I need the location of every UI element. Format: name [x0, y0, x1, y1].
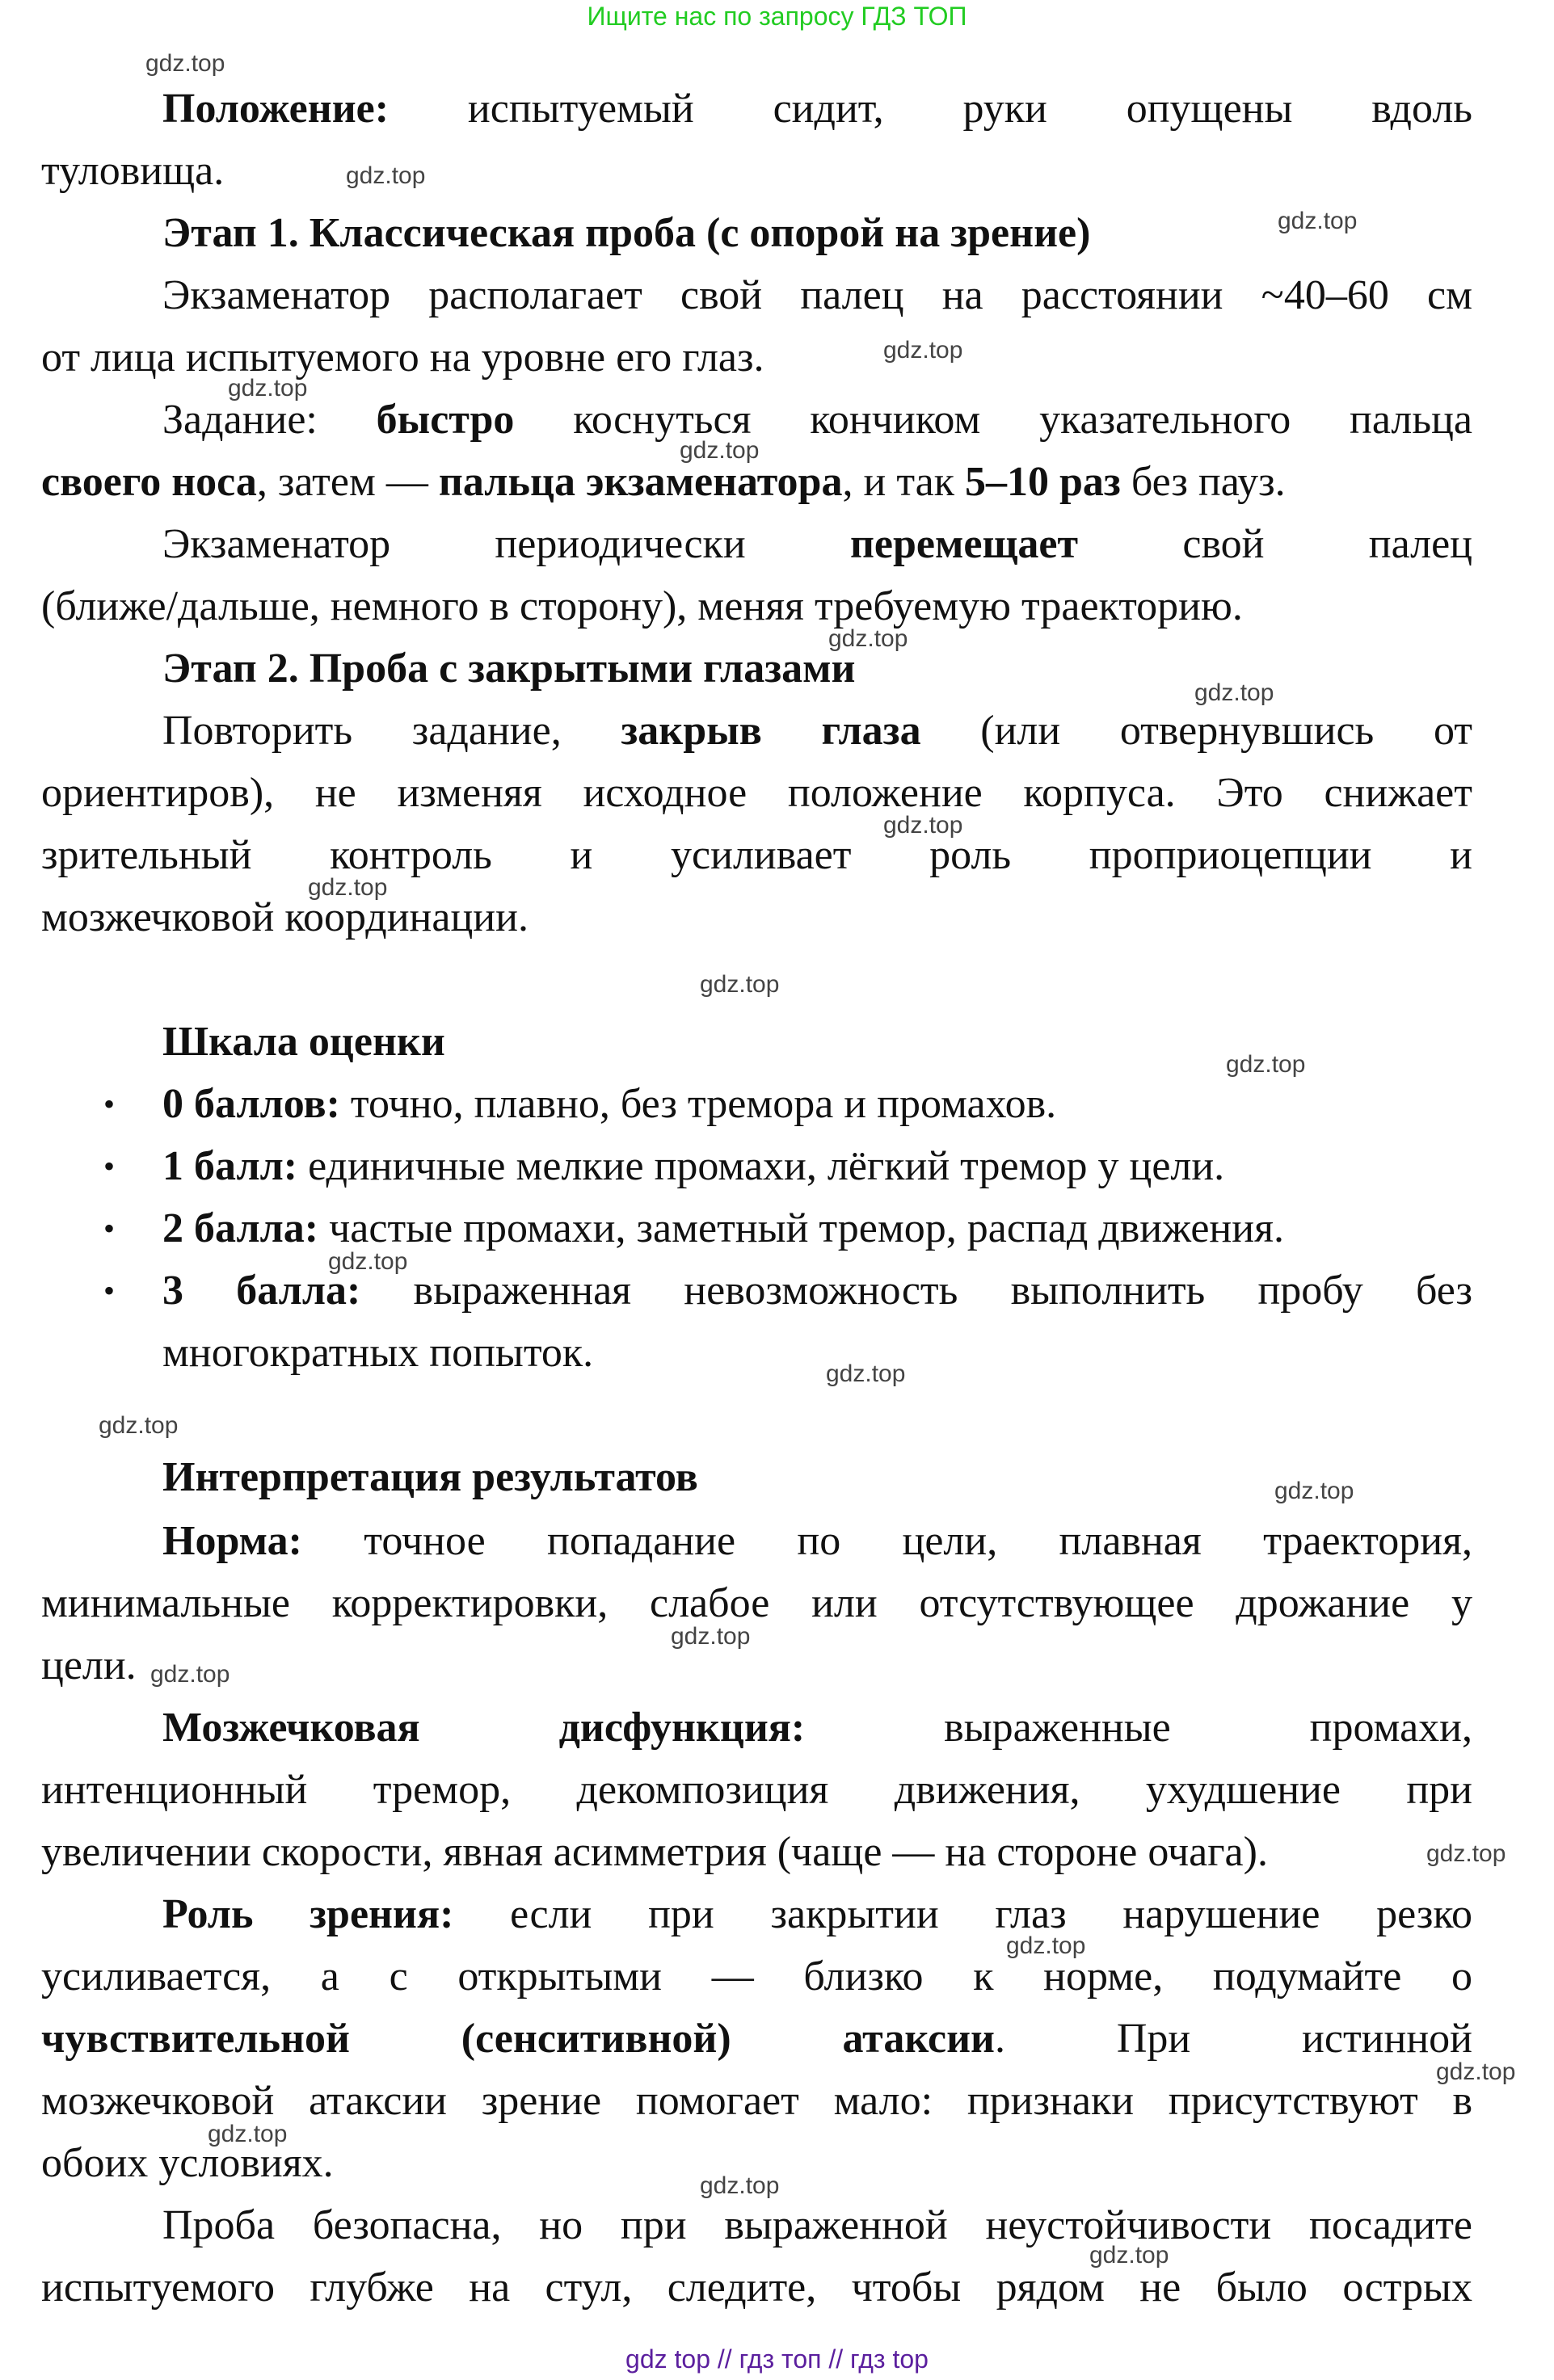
bold-text: своего носа: [41, 459, 257, 505]
bold-text: 2 балла:: [162, 1205, 319, 1251]
text: (ближе/дальше, немного в сторону), меняя требуемую траекторию.: [41, 583, 1243, 629]
bold-text: Этап 2. Проба с закрытыми глазами: [162, 645, 856, 692]
bold-text: Этап 1. Классическая проба (с опорой на зрение): [162, 210, 1091, 256]
text: . При истинной: [995, 2016, 1472, 2062]
list-item: [162, 1074, 1472, 1135]
watermark: gdz.top: [1194, 679, 1274, 706]
text-line: [41, 1635, 1472, 1697]
text-line: [41, 1760, 1472, 1821]
text-line: [41, 887, 1472, 948]
watermark: gdz.top: [883, 812, 963, 839]
text: испытуемый сидит, руки опущены вдоль: [389, 86, 1472, 132]
bold-text: 0 баллов:: [162, 1081, 340, 1127]
bold-text: Роль зрения:: [162, 1891, 454, 1937]
text-line: [41, 2008, 1472, 2070]
watermark: gdz.top: [1426, 1840, 1506, 1867]
text-line: [162, 1511, 1472, 1572]
text-line: [162, 389, 1472, 451]
bold-text: Интерпретация результатов: [162, 1454, 698, 1500]
text: , затем —: [256, 459, 439, 505]
text-line: [162, 700, 1472, 762]
text-line: [162, 638, 1472, 700]
bold-text: перемещает: [849, 521, 1079, 567]
text: единичные мелкие промахи, лёгкий тремор у цели.: [297, 1143, 1225, 1189]
text: выраженная невозможность выполнить пробу без: [360, 1268, 1472, 1314]
watermark: gdz.top: [671, 1623, 751, 1650]
text: точное попадание по цели, плавная траектория,: [301, 1518, 1472, 1564]
bullet-icon: •: [103, 1272, 116, 1309]
watermark: gdz.top: [145, 50, 225, 77]
text: зрительный контроль и усиливает роль проприоцепции и: [41, 832, 1472, 878]
text-line: [41, 1573, 1472, 1634]
text: Экзаменатор периодически: [162, 521, 850, 567]
watermark: gdz.top: [828, 625, 908, 652]
watermark: gdz.top: [883, 337, 963, 364]
watermark: gdz.top: [308, 874, 388, 901]
text-line: [162, 514, 1472, 575]
text: туловища.: [41, 148, 225, 194]
watermark: gdz.top: [826, 1360, 906, 1387]
text: выраженные промахи,: [805, 1705, 1472, 1751]
bold-text: Норма:: [162, 1518, 302, 1564]
watermark: gdz.top: [700, 2172, 780, 2199]
bullet-icon: •: [103, 1210, 116, 1247]
bold-text: закрыв глаза: [621, 708, 921, 754]
bold-text: Мозжечковая дисфункция:: [162, 1705, 806, 1751]
text: цели.: [41, 1642, 137, 1688]
bold-text: Шкала оценки: [162, 1019, 445, 1065]
watermark: gdz.top: [680, 437, 760, 464]
text-line: [162, 203, 1472, 264]
text-line: [162, 1697, 1472, 1759]
text-line: [41, 825, 1472, 886]
search-banner[interactable]: Ищите нас по запросу ГДЗ ТОП: [587, 2, 967, 31]
list-item: [162, 1136, 1472, 1197]
text: интенционный тремор, декомпозиция движения, ухудшение при: [41, 1767, 1472, 1813]
bullet-icon: •: [103, 1086, 116, 1122]
text: Задание:: [162, 397, 377, 443]
bold-text: пальца экзаменатора: [438, 459, 843, 505]
text: точно, плавно, без тремора и промахов.: [339, 1081, 1057, 1127]
text: (или отвернувшись от: [920, 708, 1472, 754]
text-line: [162, 78, 1472, 140]
text: Экзаменатор располагает свой палец на расстоянии ~40–60 см: [162, 272, 1472, 318]
text: от лица испытуемого на уровне его глаз.: [41, 334, 764, 381]
watermark: gdz.top: [1274, 1478, 1354, 1504]
text-line: [41, 1822, 1472, 1883]
text: , и так: [842, 459, 966, 505]
watermark: gdz.top: [1278, 208, 1358, 234]
watermark: gdz.top: [700, 971, 780, 998]
text-line: [162, 265, 1472, 326]
bold-text: 5–10 раз: [965, 459, 1121, 505]
footer-links[interactable]: gdz top // гдз топ // гдз top: [625, 2344, 929, 2374]
watermark: gdz.top: [1436, 2058, 1516, 2085]
bold-text: 3 балла:: [162, 1268, 361, 1314]
text: коснуться кончиком указательного пальца: [514, 397, 1472, 443]
text: ориентиров), не изменяя исходное положение корпуса. Это снижает: [41, 770, 1472, 816]
text: частые промахи, заметный тремор, распад движения.: [318, 1205, 1285, 1251]
text: обоих условиях.: [41, 2140, 334, 2186]
text-line: [162, 1322, 1472, 1384]
watermark: gdz.top: [99, 1412, 179, 1439]
text: усиливается, а с открытыми — близко к норме, подумайте о: [41, 1953, 1472, 1999]
text: Повторить задание,: [162, 708, 621, 754]
bold-text: Положение:: [162, 86, 390, 132]
text-line: [162, 2195, 1472, 2256]
text-line: [41, 1946, 1472, 2008]
text: многократных попыток.: [162, 1330, 594, 1376]
text: если при закрытии глаз нарушение резко: [453, 1891, 1472, 1937]
text: свой палец: [1078, 521, 1472, 567]
watermark: gdz.top: [328, 1248, 408, 1275]
bullet-icon: •: [103, 1148, 116, 1184]
text-line: [162, 1884, 1472, 1945]
text: мозжечковой атаксии зрение помогает мало: признаки присутствуют в: [41, 2078, 1472, 2124]
text-line: [41, 576, 1472, 637]
watermark: gdz.top: [228, 375, 308, 402]
text: Проба безопасна, но при выраженной неустойчивости посадите: [162, 2202, 1472, 2248]
text: мозжечковой координации.: [41, 894, 529, 940]
watermark: gdz.top: [1006, 1932, 1086, 1959]
watermark: gdz.top: [208, 2121, 288, 2147]
bold-text: быстро: [376, 397, 515, 443]
text: без пауз.: [1120, 459, 1286, 505]
text-line: [41, 2257, 1472, 2319]
text: испытуемого глубже на стул, следите, чтобы рядом не было острых: [41, 2264, 1472, 2311]
text-line: [41, 141, 1472, 202]
text: увеличении скорости, явная асимметрия (чаще — на стороне очага).: [41, 1829, 1268, 1875]
bold-text: чувствительной (сенситивной) атаксии: [41, 2016, 996, 2062]
text: минимальные корректировки, слабое или отсутствующее дрожание у: [41, 1580, 1472, 1626]
bold-text: 1 балл:: [162, 1143, 298, 1189]
watermark: gdz.top: [346, 162, 426, 189]
watermark: gdz.top: [150, 1661, 230, 1688]
text-line: [41, 763, 1472, 824]
watermark: gdz.top: [1089, 2242, 1169, 2269]
watermark: gdz.top: [1226, 1051, 1306, 1078]
